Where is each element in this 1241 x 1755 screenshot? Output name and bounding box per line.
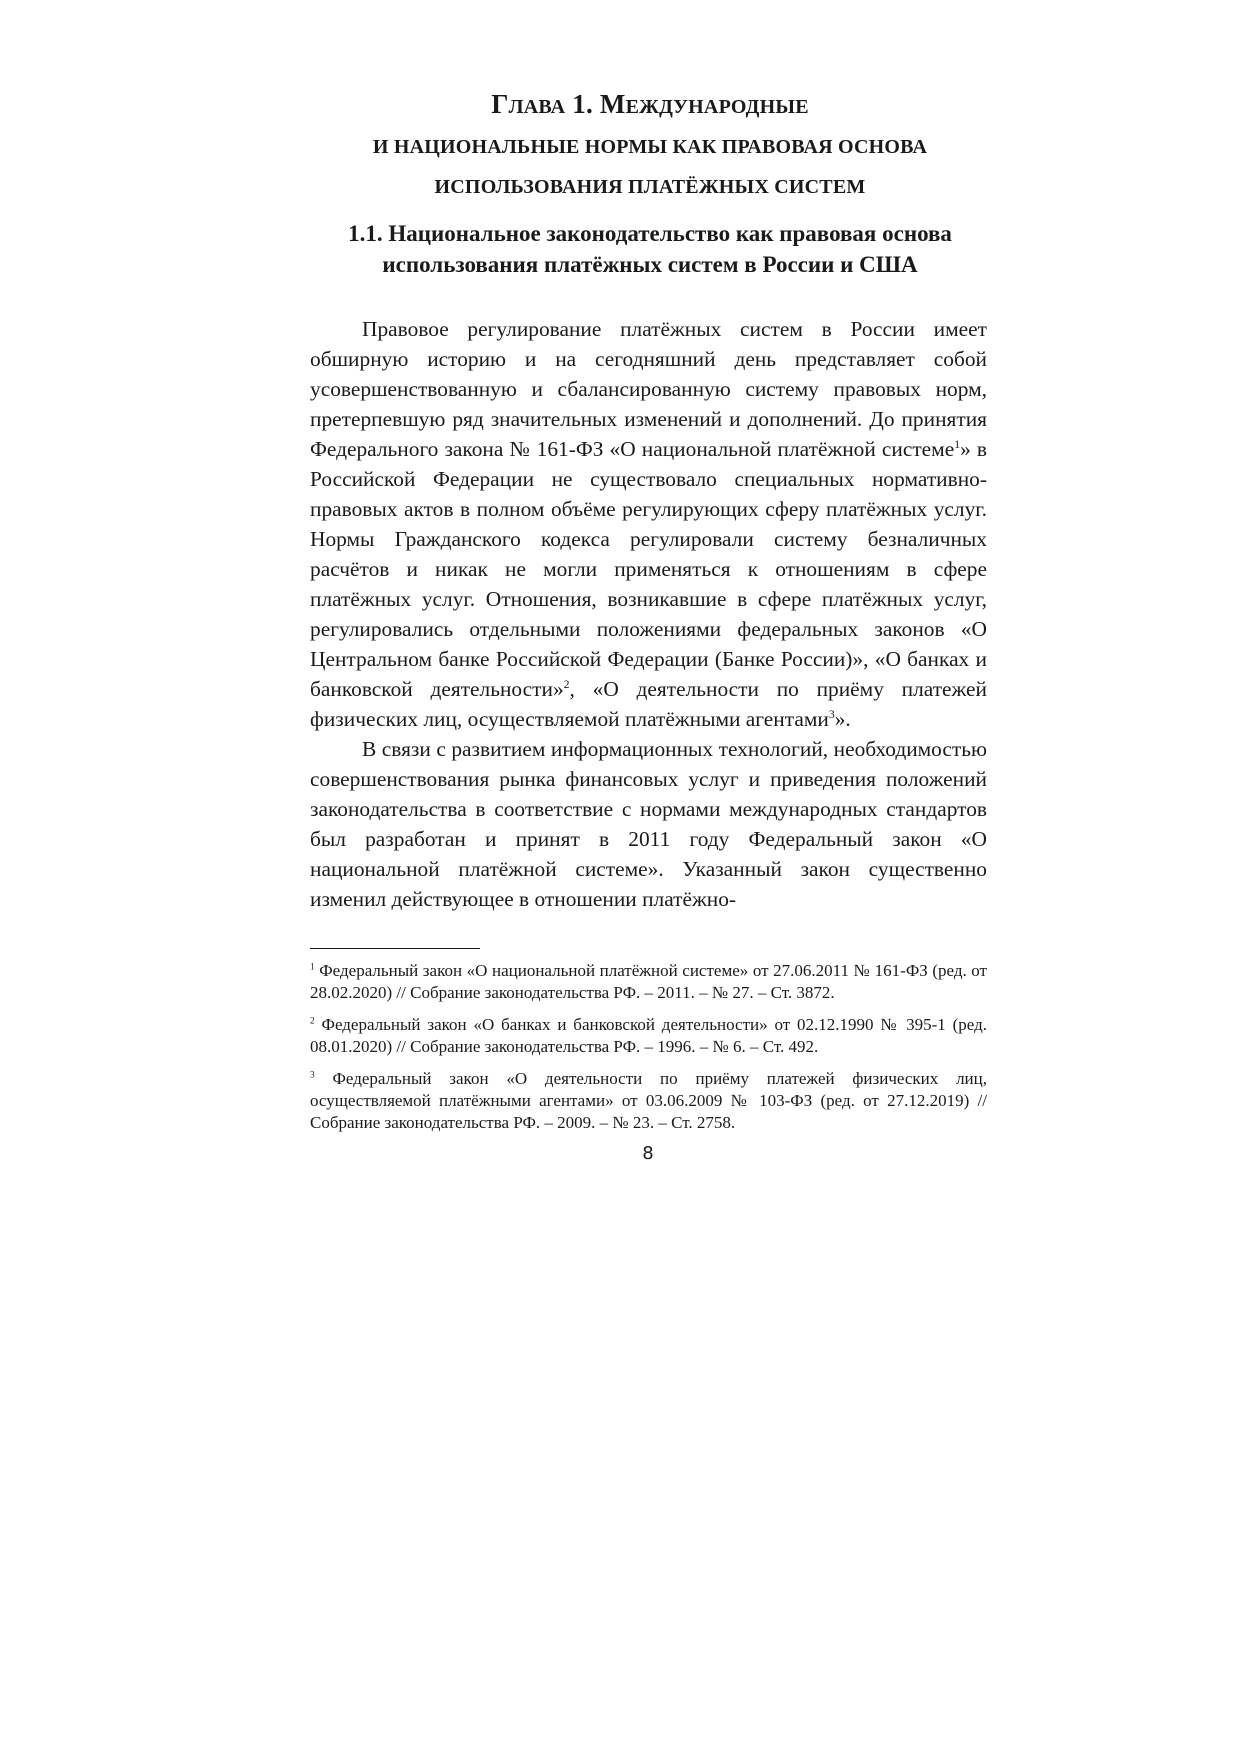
paragraph-1 xyxy=(310,314,987,734)
section-title xyxy=(300,218,1000,280)
chapter-title-initial-2: М xyxy=(599,89,626,119)
footnote-ref-2: 2 xyxy=(563,677,570,691)
footnote-3 xyxy=(310,1068,987,1134)
chapter-title-line-2: И НАЦИОНАЛЬНЫЕ НОРМЫ КАК ПРАВОВАЯ ОСНОВА xyxy=(372,136,928,158)
chapter-title-line-3: ИСПОЛЬЗОВАНИЯ ПЛАТЁЖНЫХ СИСТЕМ xyxy=(434,176,866,198)
chapter-title-initial-1: Г xyxy=(491,89,509,119)
paragraph-1-text-d: ». xyxy=(834,707,851,731)
section-title-line-1: 1.1. Национальное законодательство как правовая основа xyxy=(348,221,952,246)
section-title-line-2: использования платёжных систем в России и США xyxy=(382,252,918,277)
footnote-separator xyxy=(310,948,480,949)
footnote-ref-3: 3 xyxy=(828,707,835,721)
chapter-title-word-2: ЕЖДУНАРОДНЫЕ xyxy=(625,96,809,118)
footnote-1-marker: 1 xyxy=(310,962,315,973)
footnote-1-text: Федеральный закон «О национальной платёжной системе» от 27.06.2011 № 161-ФЗ (ред. от 28.02.2020) // Собрание законодательства РФ. – 2011. – № 27. – Ст. 3872. xyxy=(310,961,987,1002)
chapter-title xyxy=(300,84,1000,207)
paragraph-1-text-b: » в Российской Федерации не существовало специальных нормативно-правовых актов в полном объёме регулирующих сферу платёжных услуг. Нормы Гражданского кодекса регулировали систему безналичных расчётов и никак не могли применяться к отношениям в сфере платёжных услуг. Отношения, возникавшие в сфере платёжных услуг, регулировались отдельными положениями федеральных законов «О Центральном банке Российской Федерации (Банке России)», «О банках и банковской деятельности» xyxy=(310,437,987,701)
body-text xyxy=(310,314,987,914)
footnote-ref-1: 1 xyxy=(954,437,961,451)
page-number: 8 xyxy=(642,1143,654,1164)
paragraph-2: В связи с развитием информационных технологий, необходимостью совершенствования рынка финансовых услуг и приведения положений законодательства в соответствие с нормами международных стандартов был разработан и принят в 2011 году Федеральный закон «О национальной платёжной системе». Указанный закон существенно изменил действующее в отношении платёжно- xyxy=(310,737,987,911)
footnote-2-text: Федеральный закон «О банках и банковской деятельности» от 02.12.1990 № 395-1 (ред. 08.01.2020) // Собрание законодательства РФ. – 1996. – № 6. – Ст. 492. xyxy=(310,1015,987,1056)
footnote-1 xyxy=(310,960,987,1004)
chapter-title-word-1: ЛАВА xyxy=(508,96,566,118)
footnote-2-marker: 2 xyxy=(310,1016,315,1027)
footnote-2 xyxy=(310,1014,987,1058)
chapter-title-number: 1. xyxy=(565,89,600,119)
footnotes xyxy=(310,960,987,1144)
chapter-title-line-1 xyxy=(300,84,1000,127)
paragraph-1-text-c: , «О деятельности по приёму платежей физических лиц, осуществляемой платёжными агентами xyxy=(310,677,987,731)
footnote-3-text: Федеральный закон «О деятельности по приёму платежей физических лиц, осуществляемой платёжными агентами» от 03.06.2009 № 103-ФЗ (ред. от 27.12.2019) // Собрание законодательства РФ. – 2009. – № 23. – Ст. 2758. xyxy=(310,1069,987,1132)
paragraph-1-text-a: Правовое регулирование платёжных систем в России имеет обширную историю и на сегодняшний день представляет собой усовершенствованную и сбалансированную систему правовых норм, претерпевшую ряд значительных изменений и дополнений. До принятия Федерального закона № 161-ФЗ «О национальной платёжной системе xyxy=(310,317,987,461)
footnote-3-marker: 3 xyxy=(310,1070,315,1081)
